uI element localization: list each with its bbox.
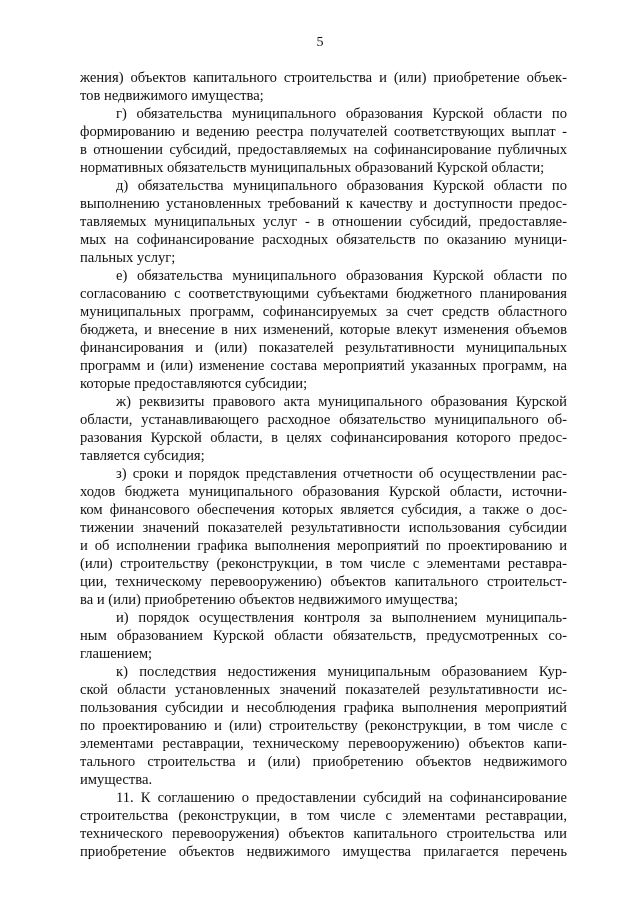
text-line: и об исполнении графика выполнения мероприятий по проектированию и bbox=[80, 538, 567, 554]
text-line: выполнению установленных требований к качеству и доступности предос- bbox=[80, 196, 567, 212]
text-line: тавляется субсидия; bbox=[80, 448, 205, 464]
text-line: ской области установленных значений показателей результативности ис- bbox=[80, 682, 567, 698]
text-line: программ и (или) изменение состава мероприятий указанных программ, на bbox=[80, 358, 567, 374]
text-line: 11. К соглашению о предоставлении субсидий на софинансирование bbox=[116, 790, 567, 806]
text-line: мых на софинансирование расходных обязательств по оказанию муници- bbox=[80, 232, 567, 248]
text-line: муниципальных программ, софинансируемых за счет средств областного bbox=[80, 304, 567, 320]
text-line: тавляемых муниципальных услуг - в отношении субсидий, предоставляе- bbox=[80, 214, 567, 230]
text-line: финансирования и (или) показателей результативности муниципальных bbox=[80, 340, 567, 356]
text-line: пользования субсидии и несоблюдения графика выполнения мероприятий bbox=[80, 700, 567, 716]
text-line: (или) строительству (реконструкции, в том числе с элементами реставра- bbox=[80, 556, 567, 572]
text-line: технического перевооружения) объектов капитального строительства или bbox=[80, 826, 567, 842]
text-line: которые предоставляются субсидии; bbox=[80, 376, 308, 392]
text-line: и) порядок осуществления контроля за выполнением муниципаль- bbox=[116, 610, 567, 626]
text-line: строительства (реконструкции, в том числе с элементами реставрации, bbox=[80, 808, 567, 824]
text-line: ж) реквизиты правового акта муниципального образования Курской bbox=[116, 394, 567, 410]
text-line: е) обязательства муниципального образования Курской области по bbox=[116, 268, 567, 284]
text-line: з) сроки и порядок представления отчетности об осуществлении рас- bbox=[116, 466, 567, 482]
text-line: бюджета, и внесение в них изменений, которые влекут изменения объемов bbox=[80, 322, 567, 338]
text-line: по проектированию и (или) строительству (реконструкции, в том числе с bbox=[80, 718, 567, 734]
text-line: ным образованием Курской области обязательств, предусмотренных со- bbox=[80, 628, 567, 644]
text-line: приобретение объектов недвижимого имущества прилагается перечень bbox=[80, 844, 567, 860]
text-line: г) обязательства муниципального образования Курской области по bbox=[116, 106, 567, 122]
text-line: согласованию с соответствующими субъектами бюджетного планирования bbox=[80, 286, 567, 302]
text-line: нормативных обязательств муниципальных образований Курской области; bbox=[80, 160, 545, 176]
text-line: в отношении субсидий, предоставляемых на софинансирование публичных bbox=[80, 142, 567, 158]
text-line: ходов бюджета муниципального образования Курской области, источни- bbox=[80, 484, 567, 500]
text-line: тального строительства и (или) приобретению объектов недвижимого bbox=[80, 754, 567, 770]
text-line: глашением; bbox=[80, 646, 153, 662]
text-line: ции, техническому перевооружению) объектов капитального строительст- bbox=[80, 574, 567, 590]
text-line: имущества. bbox=[80, 772, 153, 788]
text-line: области, устанавливающего расходное обязательство муниципального об- bbox=[80, 412, 567, 428]
text-line: пальных услуг; bbox=[80, 250, 176, 266]
text-line: ком финансового обеспечения которых является субсидия, а также о дос- bbox=[80, 502, 567, 518]
text-line: формированию и ведению реестра получателей соответствующих выплат - bbox=[80, 124, 567, 140]
text-line: к) последствия недостижения муниципальным образованием Кур- bbox=[116, 664, 567, 680]
text-line: жения) объектов капитального строительства и (или) приобретение объек- bbox=[80, 70, 567, 86]
text-line: ва и (или) приобретению объектов недвижимого имущества; bbox=[80, 592, 459, 608]
page-number: 5 bbox=[316, 35, 324, 50]
text-line: элементами реставрации, техническому перевооружению) объектов капи- bbox=[80, 736, 567, 752]
text-line: тижении значений показателей результативности использования субсидии bbox=[80, 520, 567, 536]
text-line: д) обязательства муниципального образования Курской области по bbox=[116, 178, 567, 194]
text-line: тов недвижимого имущества; bbox=[80, 88, 264, 104]
text-line: разования Курской области, в целях софинансирования которого предос- bbox=[80, 430, 567, 446]
